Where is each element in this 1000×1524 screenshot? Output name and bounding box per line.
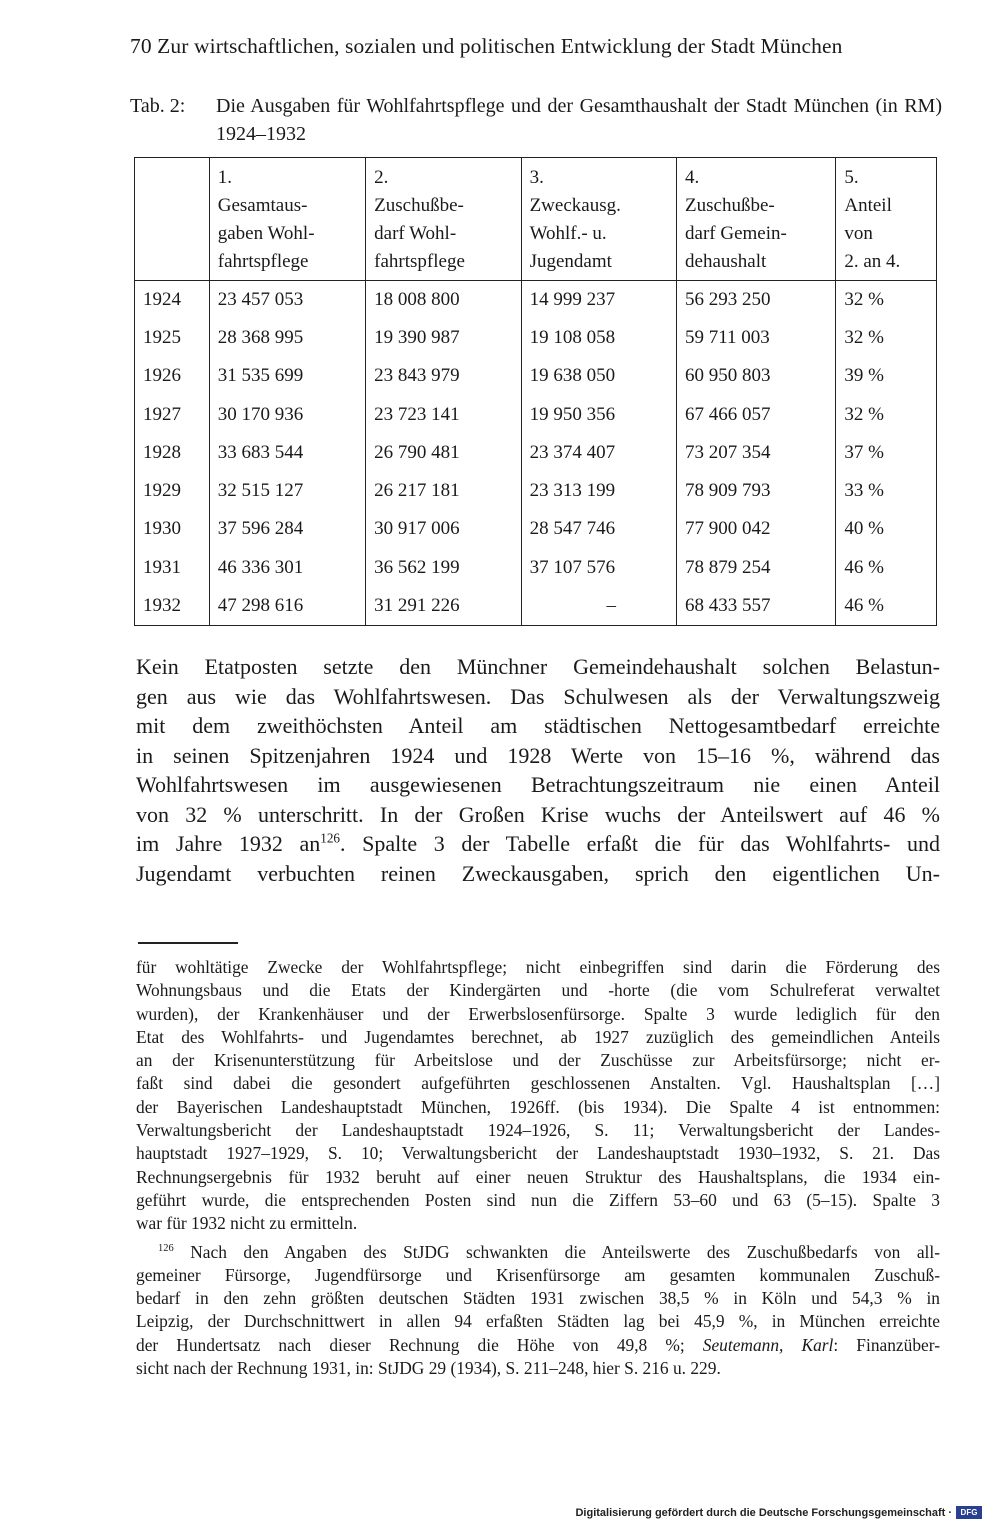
- cell-value: 47 298 616: [209, 587, 365, 625]
- footnote-line: Etat des Wohlfahrts- und Jugendamtes berechnet, ab 1927 zuzüglich des gemeindlichen Anteils: [136, 1026, 940, 1047]
- header-line: dehaushalt: [685, 251, 767, 272]
- cell-value: 78 909 793: [677, 472, 836, 510]
- footnote-text-fragment: Nach den Angaben des StJDG schwankten die Anteilswerte des Zuschußbedarfs von all-: [190, 1241, 940, 1262]
- cell-value-dash: –: [521, 587, 676, 625]
- header-line: 4.: [685, 167, 700, 188]
- digitization-credit: [575, 1506, 982, 1519]
- cell-year: 1927: [135, 395, 210, 433]
- cell-percent: 46 %: [836, 587, 937, 625]
- body-line: Jugendamt verbuchten reinen Zweckausgaben, sprich den eigentlichen Un-: [136, 860, 940, 886]
- header-line: Jugendamt: [529, 251, 612, 272]
- table-row: [135, 510, 937, 548]
- data-table: [134, 157, 937, 626]
- cell-value: 23 843 979: [366, 357, 521, 395]
- header-line: 3.: [529, 167, 544, 188]
- cell-value: 14 999 237: [521, 281, 676, 319]
- cell-percent: 32 %: [836, 281, 937, 319]
- cell-year: 1928: [135, 434, 210, 472]
- cell-value: 31 535 699: [209, 357, 365, 395]
- cell-percent: 32 %: [836, 395, 937, 433]
- cell-value: 19 638 050: [521, 357, 676, 395]
- cell-value: 32 515 127: [209, 472, 365, 510]
- cell-value: 46 336 301: [209, 549, 365, 587]
- running-head: 70 Zur wirtschaftlichen, sozialen und politischen Entwicklung der Stadt München: [130, 34, 843, 58]
- header-cell-2: [366, 158, 521, 281]
- cell-value: 26 790 481: [366, 434, 521, 472]
- footnote-line: Rechnungsergebnis für 1932 beruht auf einer neuen Struktur des Haushaltsplans, die 1934 ein-: [136, 1166, 940, 1187]
- footnote-line: [136, 1334, 940, 1357]
- cell-percent: 46 %: [836, 549, 937, 587]
- body-line: gen aus wie das Wohlfahrtswesen. Das Schulwesen als der Verwaltungszweig: [136, 683, 940, 709]
- table-row: [135, 357, 937, 395]
- footnote-separator: [138, 942, 238, 944]
- cell-value: 67 466 057: [677, 395, 836, 433]
- cell-value: 23 313 199: [521, 472, 676, 510]
- table-header-row: [135, 158, 937, 281]
- credit-text: Digitalisierung gefördert durch die Deutsche Forschungsgemeinschaft ·: [575, 1506, 952, 1519]
- footnote-line: an der Krisenunterstützung für Arbeitslose und der Zuschüsse zur Arbeitsfürsorge; nicht er-: [136, 1050, 940, 1071]
- table-row: [135, 434, 937, 472]
- footnote-line: bedarf in den zehn größten deutschen Städten 1931 zwischen 38,5 % in Köln und 54,3 % in: [136, 1288, 940, 1309]
- header-line: gaben Wohl-: [217, 223, 315, 244]
- footnote-text-fragment: der Hundertsatz nach dieser Rechnung die Höhe von 49,8 %;: [136, 1334, 703, 1355]
- cell-value: 19 108 058: [521, 319, 676, 357]
- table-row: [135, 472, 937, 510]
- footnote-number: 126: [158, 1242, 174, 1254]
- cell-value: 23 723 141: [366, 395, 521, 433]
- cell-value: 77 900 042: [677, 510, 836, 548]
- cell-value: 23 374 407: [521, 434, 676, 472]
- cell-value: 56 293 250: [677, 281, 836, 319]
- table-row: [135, 587, 937, 625]
- header-line: darf Gemein-: [685, 223, 787, 244]
- cell-year: 1924: [135, 281, 210, 319]
- cell-value: 23 457 053: [209, 281, 365, 319]
- footnote-line: faßt sind dabei die gesondert aufgeführten geschlossenen Anstalten. Vgl. Haushaltsplan […]: [136, 1073, 940, 1094]
- footnote-line: gemeiner Fürsorge, Jugendfürsorge und Krisenfürsorge am gesamten kommunalen Zuschuß-: [136, 1264, 940, 1285]
- cell-value: 36 562 199: [366, 549, 521, 587]
- cell-value: 73 207 354: [677, 434, 836, 472]
- dfg-logo-icon: DFG: [956, 1506, 982, 1519]
- header-line: Zuschußbe-: [685, 195, 775, 216]
- footnote-line: wurden), der Krankenhäuser und der Erwerbslosenfürsorge. Spalte 3 wurde lediglich für den: [136, 1003, 940, 1024]
- cell-percent: 33 %: [836, 472, 937, 510]
- cell-value: 28 368 995: [209, 319, 365, 357]
- cell-year: 1931: [135, 549, 210, 587]
- cell-value: 19 390 987: [366, 319, 521, 357]
- footnote-line: Wohnungsbaus und die Etats der Kindergärten und -horte (die vom Schulreferat verwaltet: [136, 980, 940, 1001]
- footnote-text-fragment: : Finanzüber-: [833, 1334, 940, 1355]
- table-row: [135, 395, 937, 433]
- header-cell-year: [135, 158, 210, 281]
- table-row: [135, 319, 937, 357]
- cell-percent: 37 %: [836, 434, 937, 472]
- body-line: von 32 % unterschritt. In der Großen Krise wuchs der Anteilswert auf 46 %: [136, 801, 940, 827]
- header-line: fahrtspflege: [374, 251, 465, 272]
- body-text-fragment: . Spalte 3 der Tabelle erfaßt die für das Wohlfahrts- und: [340, 831, 940, 856]
- footnote-line: Verwaltungsbericht der Landeshauptstadt 1924–1926, S. 11; Verwaltungsbericht der Landes-: [136, 1120, 940, 1141]
- body-paragraph: [136, 652, 940, 888]
- footnote-line: für wohltätige Zwecke der Wohlfahrtspflege; nicht einbegriffen sind darin die Förderung des: [136, 957, 940, 977]
- cell-percent: 39 %: [836, 357, 937, 395]
- header-line: 5.: [844, 167, 859, 188]
- header-line: Wohlf.- u.: [529, 223, 607, 244]
- header-cell-5: [836, 158, 937, 281]
- header-line: von: [844, 223, 873, 244]
- cell-value: 37 596 284: [209, 510, 365, 548]
- header-line: 1.: [217, 167, 232, 188]
- table-row: [135, 549, 937, 587]
- header-line: 2.: [374, 167, 389, 188]
- cell-value: 19 950 356: [521, 395, 676, 433]
- body-line: in seinen Spitzenjahren 1924 und 1928 Werte von 15–16 %, während das: [136, 742, 940, 768]
- footnote-line: war für 1932 nicht zu ermitteln.: [136, 1213, 358, 1234]
- header-cell-4: [677, 158, 836, 281]
- footnote-line: Leipzig, der Durchschnittwert in allen 94 erfaßten Städten lag bei 45,9 %, in München erreichte: [136, 1311, 940, 1332]
- footnote-line: geführt wurde, die entsprechenden Posten sind nun die Ziffern 53–60 und 63 (5–15). Spalte 3: [136, 1189, 940, 1210]
- cell-value: 78 879 254: [677, 549, 836, 587]
- header-cell-3: [521, 158, 676, 281]
- header-line: Gesamtaus-: [217, 195, 308, 216]
- header-line: Zuschußbe-: [374, 195, 464, 216]
- cell-value: 31 291 226: [366, 587, 521, 625]
- cell-year: 1926: [135, 357, 210, 395]
- cell-value: 59 711 003: [677, 319, 836, 357]
- table-row: [135, 281, 937, 319]
- caption-label: Tab. 2:: [130, 95, 186, 117]
- header-line: fahrtspflege: [217, 251, 309, 272]
- header-line: darf Wohl-: [374, 223, 457, 244]
- header-cell-1: [209, 158, 365, 281]
- footnote-line: hauptstadt 1927–1929, S. 10; Verwaltungsbericht der Landeshauptstadt 1930–1932, S. 21. Das: [136, 1143, 940, 1164]
- cell-year: 1932: [135, 587, 210, 625]
- cell-value: 28 547 746: [521, 510, 676, 548]
- body-line: [136, 829, 940, 859]
- cell-value: 60 950 803: [677, 357, 836, 395]
- author-citation: Seutemann, Karl: [702, 1334, 834, 1355]
- cell-value: 30 170 936: [209, 395, 365, 433]
- cell-percent: 32 %: [836, 319, 937, 357]
- footnote-line: sicht nach der Rechnung 1931, in: StJDG 29 (1934), S. 211–248, hier S. 216 u. 229.: [136, 1358, 721, 1379]
- header-line: 2. an 4.: [844, 251, 901, 272]
- cell-year: 1930: [135, 510, 210, 548]
- cell-percent: 40 %: [836, 510, 937, 548]
- cell-value: 18 008 800: [366, 281, 521, 319]
- header-line: Zweckausg.: [529, 195, 621, 216]
- footnote-reference[interactable]: 126: [320, 830, 341, 846]
- body-line: Wohlfahrtswesen im ausgewiesenen Betrachtungszeitraum nie einen Anteil: [136, 772, 940, 797]
- footnotes: [136, 956, 940, 1380]
- body-text-fragment: im Jahre 1932 an: [136, 831, 321, 856]
- header-line: Anteil: [844, 195, 892, 216]
- cell-year: 1929: [135, 472, 210, 510]
- cell-value: 37 107 576: [521, 549, 676, 587]
- body-line: mit dem zweithöchsten Anteil am städtischen Nettogesamtbedarf erreichte: [136, 713, 940, 738]
- cell-year: 1925: [135, 319, 210, 357]
- cell-value: 68 433 557: [677, 587, 836, 625]
- cell-value: 30 917 006: [366, 510, 521, 548]
- footnote-line: der Bayerischen Landeshauptstadt München, 1926ff. (bis 1934). Die Spalte 4 ist entnommen:: [136, 1096, 940, 1117]
- caption-text: Die Ausgaben für Wohlfahrtspflege und der Gesamthaushalt der Stadt München (in RM) 1924–1932: [216, 95, 942, 145]
- body-line: Kein Etatposten setzte den Münchner Gemeindehaushalt solchen Belastun-: [136, 654, 940, 679]
- cell-value: 33 683 544: [209, 434, 365, 472]
- cell-value: 26 217 181: [366, 472, 521, 510]
- footnote-126-first-line: [136, 1241, 940, 1264]
